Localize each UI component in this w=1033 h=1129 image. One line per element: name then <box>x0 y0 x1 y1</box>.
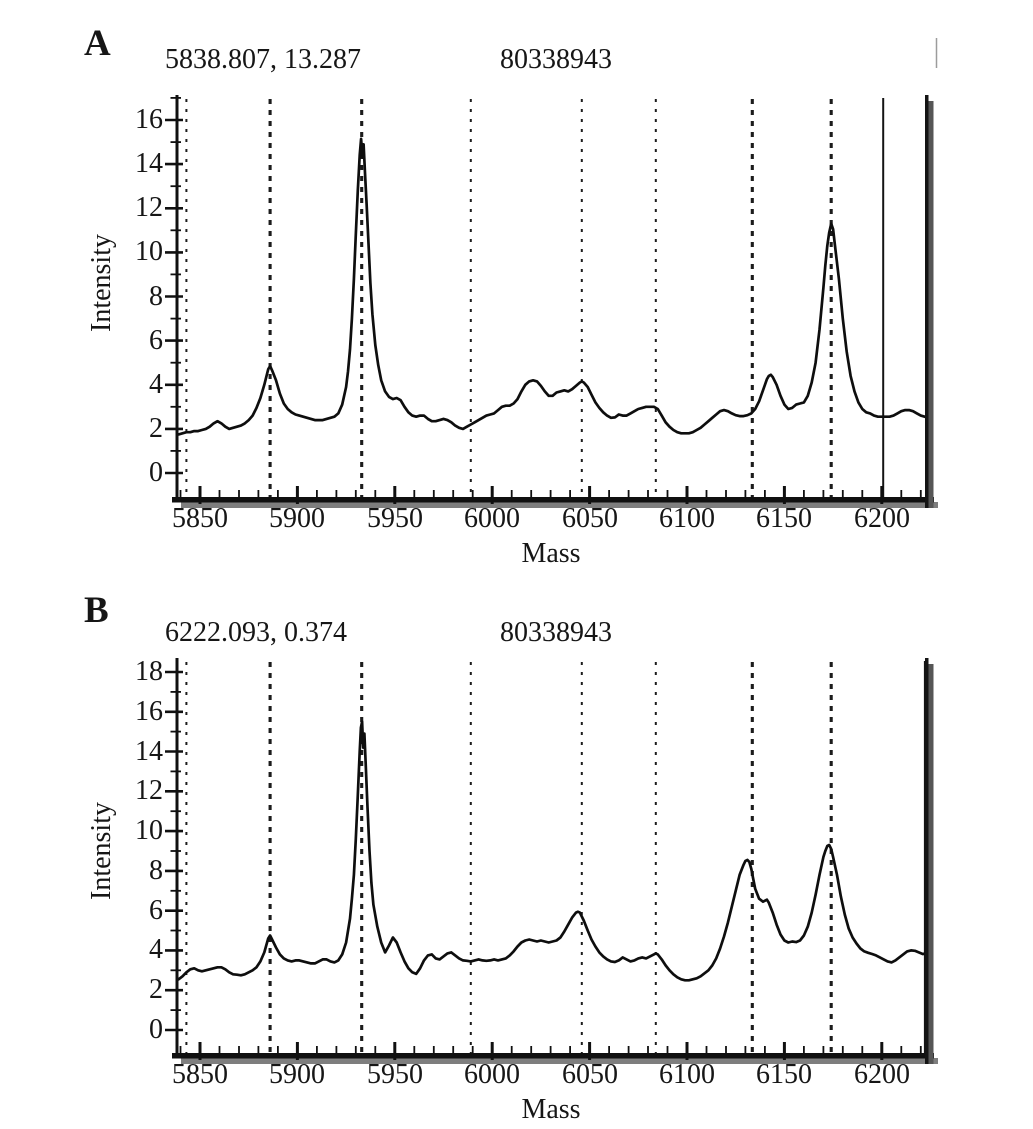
y-tick-label: 12 <box>135 192 163 223</box>
y-tick-label: 18 <box>135 656 163 687</box>
y-tick-label: 4 <box>149 934 163 965</box>
right-border-shadow <box>929 101 934 508</box>
plot-right-border <box>925 658 929 1064</box>
panel-a-spectrum-id: 80338943 <box>500 44 612 75</box>
x-tick-label: 6000 <box>464 503 520 534</box>
y-tick-label: 6 <box>149 325 163 356</box>
plot-right-border <box>925 95 929 508</box>
x-tick-label: 5950 <box>367 1059 423 1090</box>
x-tick-label: 6100 <box>659 1059 715 1090</box>
y-tick-label: 16 <box>135 104 163 135</box>
x-tick-label: 6150 <box>756 503 812 534</box>
x-tick-label: 5850 <box>172 503 228 534</box>
y-axis-spine <box>176 95 179 502</box>
panel-a-y-axis-title: Intensity <box>86 234 117 332</box>
panel-b-label: B <box>84 590 109 631</box>
y-tick-label: 14 <box>135 736 163 767</box>
y-tick-label: 0 <box>149 1014 163 1045</box>
x-axis-bar <box>172 497 934 503</box>
y-tick-label: 12 <box>135 775 163 806</box>
y-tick-label: 0 <box>149 457 163 488</box>
x-tick-label: 6050 <box>562 503 618 534</box>
panel-b-cursor-readout: 6222.093, 0.374 <box>165 617 347 648</box>
x-tick-label: 6200 <box>854 503 910 534</box>
y-tick-label: 16 <box>135 696 163 727</box>
y-tick-label: 4 <box>149 369 163 400</box>
y-tick-label: 14 <box>135 148 163 179</box>
x-tick-label: 5900 <box>269 1059 325 1090</box>
x-tick-label: 6200 <box>854 1059 910 1090</box>
panel-b-y-axis-title: Intensity <box>86 802 117 900</box>
y-tick-label: 10 <box>135 815 163 846</box>
x-tick-label: 6050 <box>562 1059 618 1090</box>
spectrum-trace <box>179 722 929 981</box>
x-tick-label: 6000 <box>464 1059 520 1090</box>
spectrum-trace <box>179 139 929 435</box>
panel-a-x-axis-title: Mass <box>521 538 581 569</box>
panel-b-spectrum-id: 80338943 <box>500 617 612 648</box>
x-tick-label: 5850 <box>172 1059 228 1090</box>
x-tick-label: 6150 <box>756 1059 812 1090</box>
x-tick-label: 5950 <box>367 503 423 534</box>
x-tick-label: 5900 <box>269 503 325 534</box>
right-border-shadow <box>929 664 934 1064</box>
panel-a-cursor-readout: 5838.807, 13.287 <box>165 44 361 75</box>
y-tick-label: 10 <box>135 236 163 267</box>
y-tick-label: 2 <box>149 413 163 444</box>
y-tick-label: 8 <box>149 281 163 312</box>
y-tick-label: 2 <box>149 974 163 1005</box>
y-tick-label: 6 <box>149 895 163 926</box>
x-tick-label: 6100 <box>659 503 715 534</box>
panel-a-label: A <box>84 23 111 64</box>
panel-b-x-axis-title: Mass <box>521 1094 581 1125</box>
x-axis-bar <box>172 1053 934 1059</box>
y-axis-spine <box>176 658 179 1058</box>
y-tick-label: 8 <box>149 855 163 886</box>
